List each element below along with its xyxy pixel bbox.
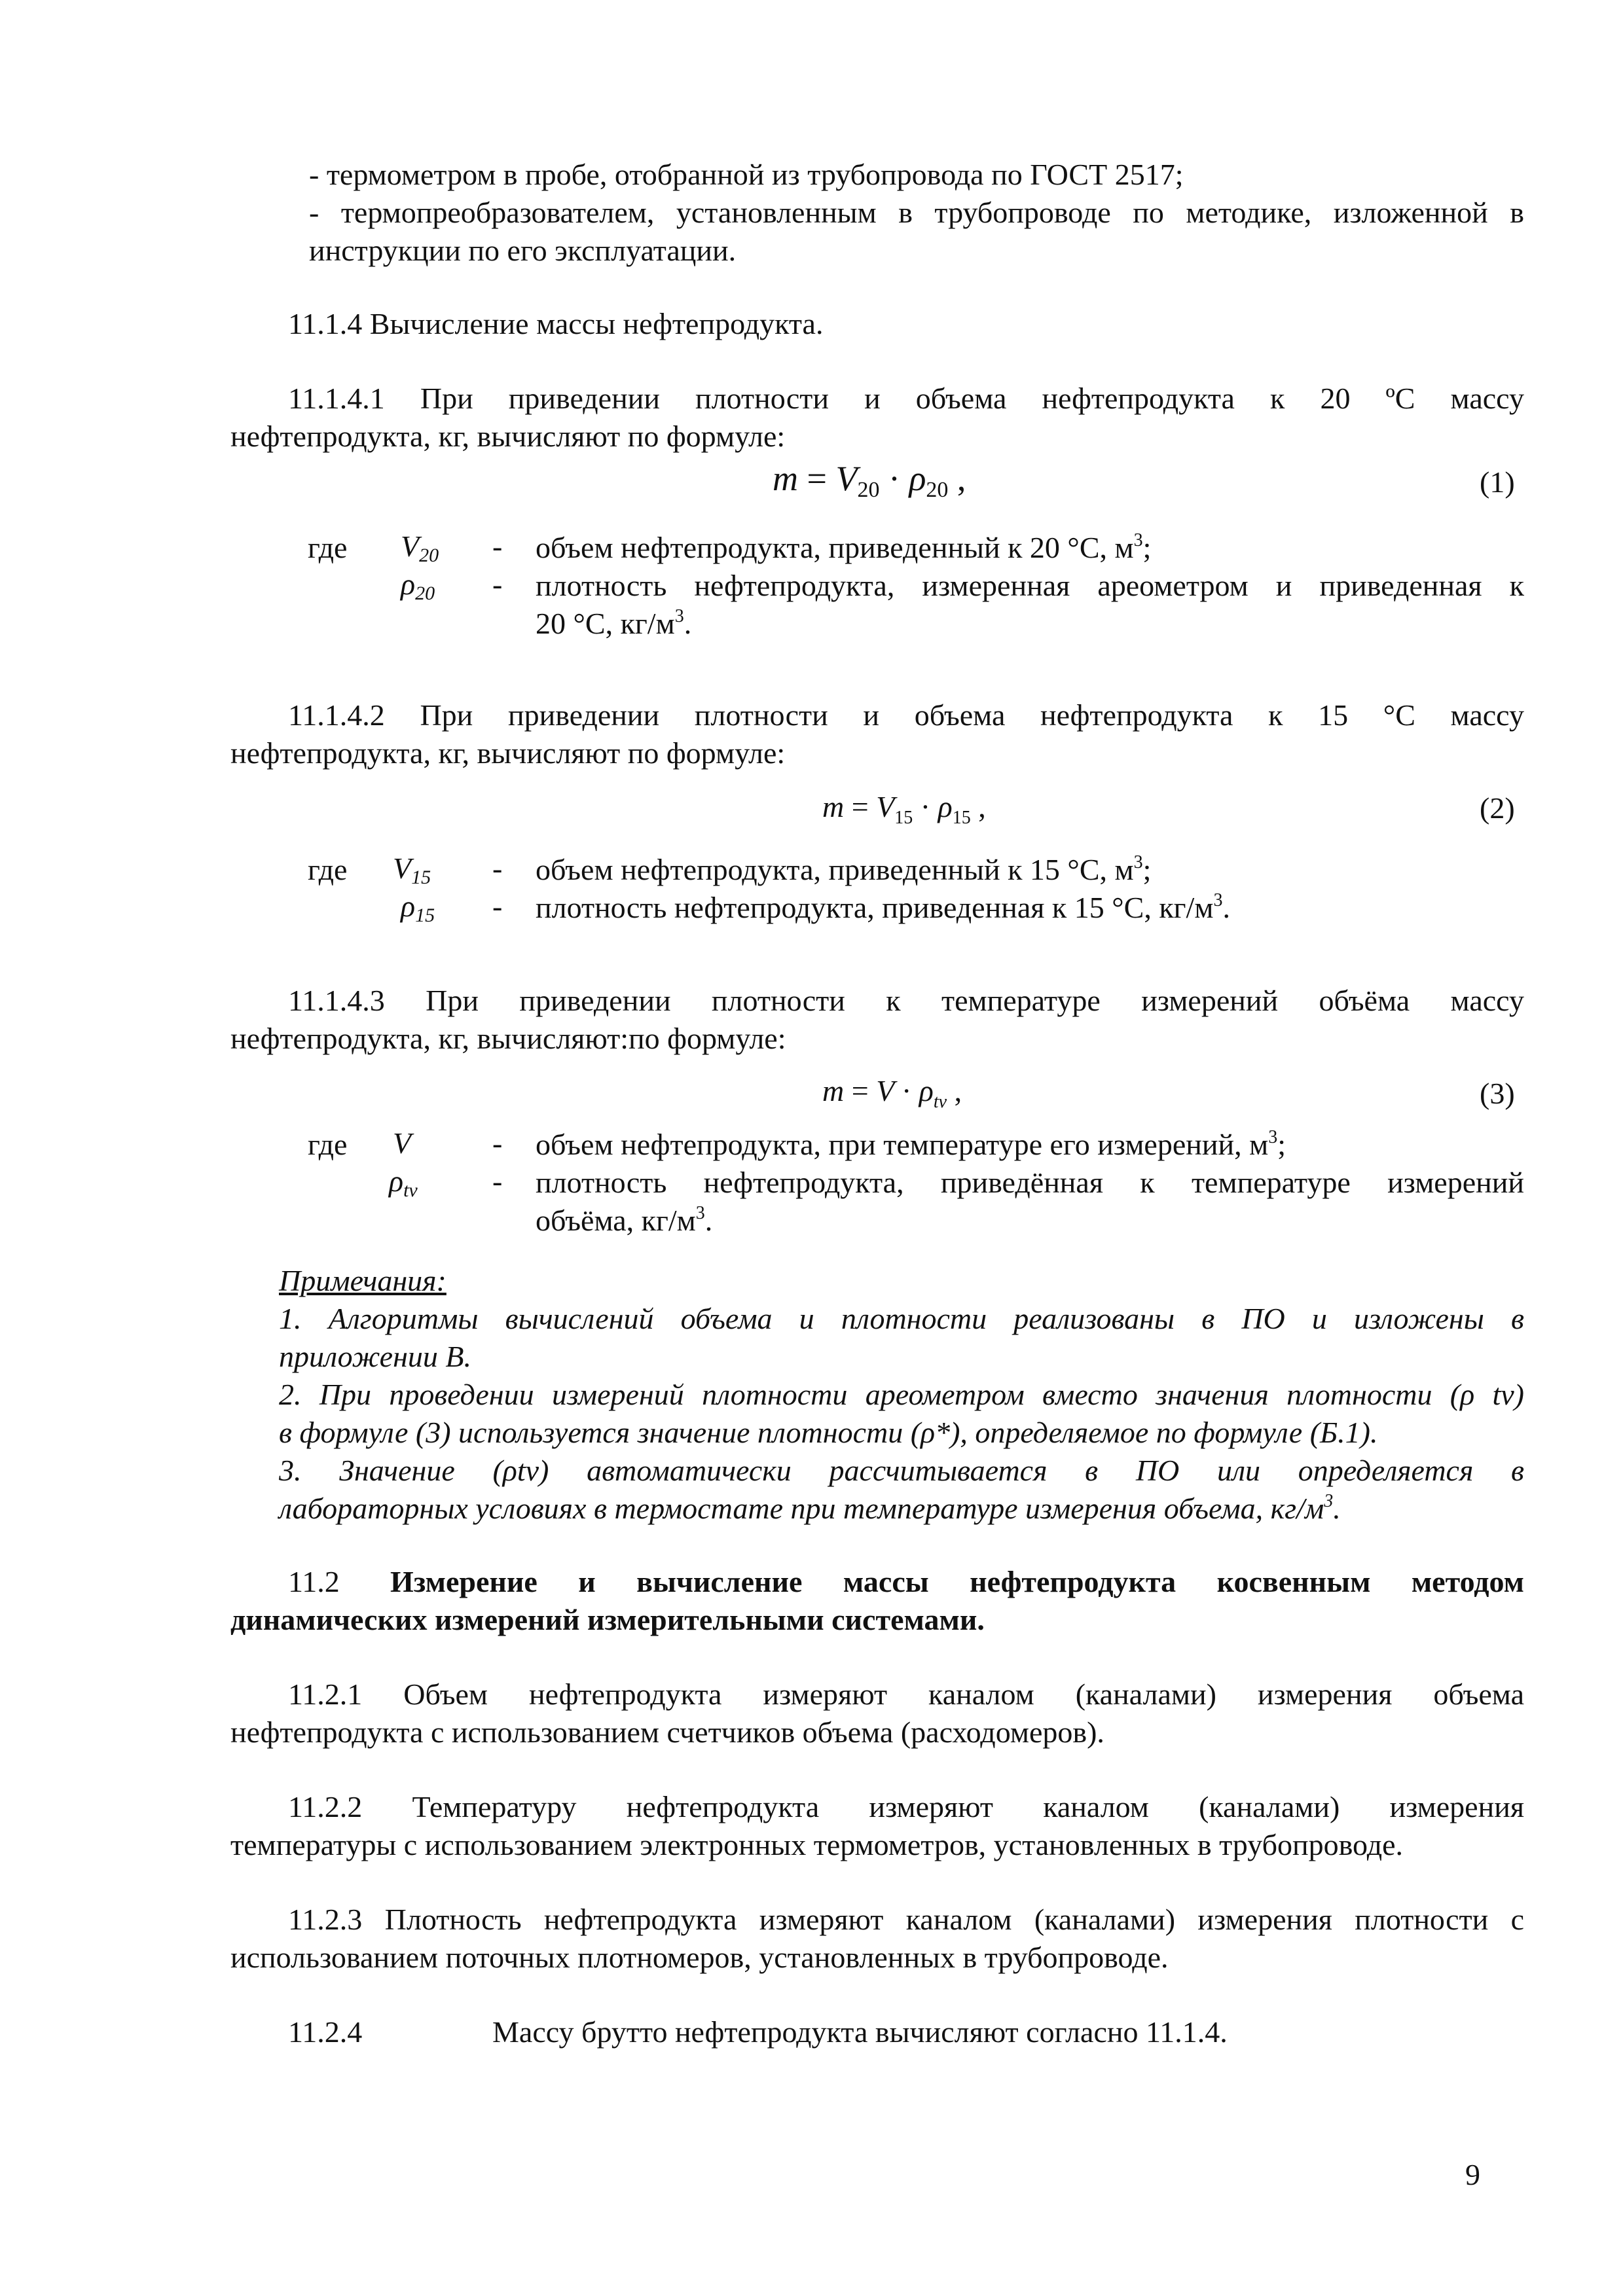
def-dash: - [492, 529, 503, 563]
section-11-2-title-line-1: Измерение и вычисление массы нефтепродукта косвенным методом [390, 1565, 1524, 1598]
def-dash: - [492, 1126, 503, 1160]
s1122-line-1: 11.2.2 Температуру нефтепродукта измеряют каналом (каналами) измерения [288, 1790, 1524, 1823]
def-rho15-text: плотность нефтепродукта, приведенная к 15 °С, $кг/м^3$. [536, 890, 1230, 924]
section-11-1-4-title: 11.1.4 Вычисление массы нефтепродукта. [288, 307, 824, 340]
s1122-line-2: температуры с использованием электронных термометров, установленных в трубопроводе. [230, 1828, 1404, 1861]
note-3-line-1: 3. Значение (ρtv) автоматически рассчитывается в ПО или определяется в [279, 1454, 1524, 1487]
def-dash: - [492, 889, 503, 923]
symbol-v: V [393, 1126, 412, 1160]
s1124-number: 11.2.4 [288, 2015, 363, 2049]
def-rho20-text: плотность нефтепродукта, измеренная ареометром и приведенная к [536, 569, 1524, 602]
notes-title: Примечания: [279, 1264, 447, 1297]
where-label-1: где [308, 531, 348, 564]
where-label-3: где [308, 1128, 348, 1161]
symbol-v20: $V_{20}$ [401, 529, 439, 566]
note-2-line-2: в формуле (3) используется значение плотности (ρ*), определяемое по формуле (Б.1). [279, 1416, 1378, 1449]
s11143-line-1: 11.1.4.3 При приведении плотности к температуре измерений объёма массу [288, 984, 1524, 1017]
s11142-line-2: нефтепродукта, кг, вычисляют по формуле: [230, 736, 786, 770]
def-v15-text: объем нефтепродукта, приведенный к 15 °С, $м^3$; [536, 852, 1152, 886]
formula-1: $m = V_{20} \cdot \rho_{20}$ , [773, 459, 966, 502]
s1124-text: Массу брутто нефтепродукта вычисляют согласно 11.1.4. [492, 2015, 1228, 2049]
note-2-line-1: 2. При проведении измерений плотности ареометром вместо значения плотности (ρ tv) [279, 1378, 1524, 1411]
def-rho-tv-text-2: объёма, $кг/м^3$. [536, 1203, 713, 1237]
def-v-text: объем нефтепродукта, при температуре его измерений, $м^3$; [536, 1127, 1286, 1161]
def-rho-tv-text: плотность нефтепродукта, приведённая к температуре измерений [536, 1166, 1524, 1199]
formula-2: $m = V_{15} \cdot \rho_{15}$ , [822, 790, 986, 828]
where-label-2: где [308, 853, 348, 886]
s1123-line-2: использованием поточных плотномеров, установленных в трубопроводе. [230, 1941, 1169, 1974]
equation-number-2: (2) [1480, 791, 1515, 825]
intro-line-2b: инструкции по его эксплуатации. [309, 234, 737, 267]
section-11-2-title-line-2: динамических измерений измерительными системами. [230, 1603, 985, 1636]
note-1-line-1: 1. Алгоритмы вычислений объема и плотности реализованы в ПО и изложены в [279, 1302, 1524, 1335]
symbol-rho15: $\rho_{15}$ [401, 889, 435, 926]
def-dash: - [492, 1164, 503, 1198]
intro-line-1: - термометром в пробе, отобранной из трубопровода по ГОСТ 2517; [309, 158, 1184, 191]
def-v20-text: объем нефтепродукта, приведенный к 20 °С, $м^3$; [536, 530, 1152, 564]
equation-number-1: (1) [1480, 465, 1515, 499]
s1121-line-1: 11.2.1 Объем нефтепродукта измеряют каналом (каналами) измерения объема [288, 1677, 1524, 1711]
note-3-line-2: лабораторных условиях в термостате при температуре измерения объема, $кг/м^3$. [279, 1491, 1341, 1525]
page-number: 9 [1465, 2158, 1480, 2191]
symbol-rho20: $\rho_{20}$ [401, 567, 435, 604]
intro-line-2a: - термопреобразователем, установленным в трубопроводе по методике, изложенной в [309, 196, 1524, 229]
s11142-line-1: 11.1.4.2 При приведении плотности и объема нефтепродукта к 15 °С массу [288, 698, 1524, 732]
note-1-line-2: приложении В. [279, 1340, 471, 1373]
s11141-line-1: 11.1.4.1 При приведении плотности и объема нефтепродукта к 20 ºС массу [288, 382, 1524, 415]
symbol-rho-tv: $\rho_{tv}$ [389, 1164, 418, 1201]
s1123-line-1: 11.2.3 Плотность нефтепродукта измеряют каналом (каналами) измерения плотности с [288, 1903, 1524, 1936]
def-dash: - [492, 567, 503, 601]
def-dash: - [492, 852, 503, 885]
equation-number-3: (3) [1480, 1077, 1515, 1110]
formula-3: $m = V \cdot \rho_{tv}$ , [822, 1074, 962, 1112]
def-rho20-text-2: 20 °С, $кг/м^3$. [536, 606, 692, 640]
s11141-line-2: нефтепродукта, кг, вычисляют по формуле: [230, 420, 786, 453]
s11143-line-2: нефтепродукта, кг, вычисляют:по формуле: [230, 1022, 786, 1055]
s1121-line-2: нефтепродукта с использованием счетчиков объема (расходомеров). [230, 1715, 1104, 1749]
section-11-2-number: 11.2 [288, 1565, 340, 1598]
symbol-v15: $V_{15}$ [393, 852, 431, 888]
